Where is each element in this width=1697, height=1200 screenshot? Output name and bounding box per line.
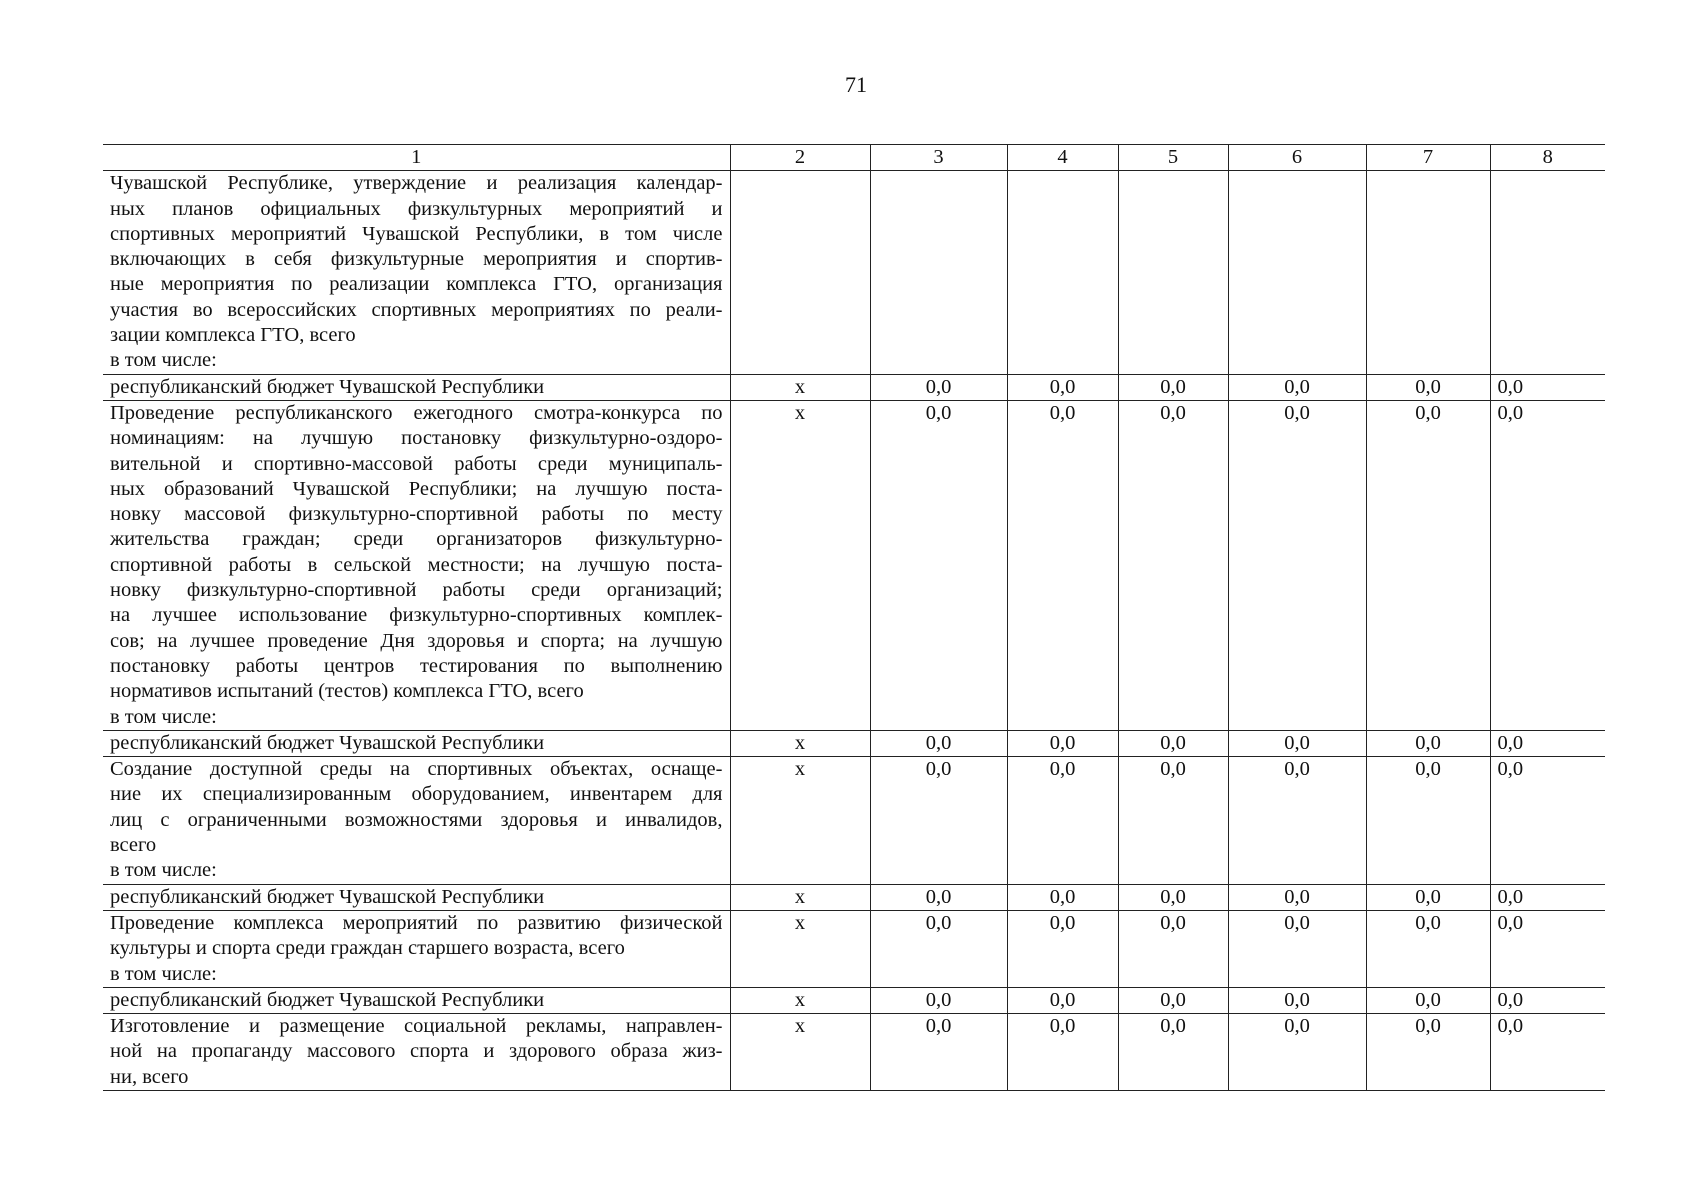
description-line: ни, всего [110, 1065, 189, 1088]
value-cell-col-8: 0,0 [1490, 374, 1605, 400]
description-line: Изготовление и размещение социальной рекламы, направлен- [110, 1015, 723, 1038]
value-cell-col-6: 0,0 [1228, 884, 1366, 910]
activity-row [103, 1014, 1605, 1091]
value-cell-col-3: 0,0 [870, 987, 1007, 1013]
column-2-cell: х [730, 757, 870, 884]
value-cell-col-5: 0,0 [1118, 987, 1228, 1013]
value-cell-col-4: 0,0 [1007, 757, 1118, 884]
description-line: в том числе: [110, 705, 217, 728]
description-line: постановку работы центров тестирования по выполнению [110, 654, 723, 677]
description-line: сов; на лучшее проведение Дня здоровья и спорта; на лучшую [110, 629, 723, 652]
value-cell-col-3: 0,0 [870, 1014, 1007, 1091]
description-line: спортивных мероприятий Чувашской Республики, в том числе [110, 222, 723, 245]
description-line: республиканский бюджет Чувашской Республики [110, 988, 545, 1011]
value-cell-col-5: 0,0 [1118, 884, 1228, 910]
value-cell-col-7: 0,0 [1366, 884, 1490, 910]
table-body [103, 171, 1605, 1091]
column-header-4: 4 [1007, 145, 1118, 171]
description-line: номинациям: на лучшую постановку физкультурно-оздоро- [110, 427, 723, 450]
column-2-cell: х [730, 884, 870, 910]
description-line: вительной и спортивно-массовой работы среди муниципаль- [110, 452, 723, 475]
description-line: в том числе: [110, 962, 217, 985]
value-cell-col-7: 0,0 [1366, 400, 1490, 730]
value-cell-col-7 [1366, 171, 1490, 374]
value-cell-col-5: 0,0 [1118, 730, 1228, 756]
value-cell-col-5: 0,0 [1118, 1014, 1228, 1091]
header-row [103, 145, 1605, 171]
description-line: Проведение республиканского ежегодного смотра-конкурса по [110, 401, 723, 424]
value-cell-col-6: 0,0 [1228, 910, 1366, 987]
value-cell-col-4: 0,0 [1007, 884, 1118, 910]
description-line: всего [110, 834, 157, 857]
value-cell-col-4: 0,0 [1007, 374, 1118, 400]
value-cell-col-3: 0,0 [870, 730, 1007, 756]
description-line: ных образований Чувашской Республики; на лучшую поста- [110, 477, 723, 500]
column-2-cell: х [730, 400, 870, 730]
description-line: новку массовой физкультурно-спортивной работы по месту [110, 503, 723, 526]
value-cell-col-7: 0,0 [1366, 757, 1490, 884]
column-header-5: 5 [1118, 145, 1228, 171]
column-header-1: 1 [103, 145, 730, 171]
activity-row [103, 757, 1605, 884]
column-2-cell: х [730, 730, 870, 756]
description-line: в том числе: [110, 349, 217, 372]
value-cell-col-7: 0,0 [1366, 987, 1490, 1013]
value-cell-col-3: 0,0 [870, 374, 1007, 400]
value-cell-col-4: 0,0 [1007, 910, 1118, 987]
value-cell-col-6: 0,0 [1228, 374, 1366, 400]
budget-source-row [103, 374, 1605, 400]
value-cell-col-8: 0,0 [1490, 910, 1605, 987]
value-cell-col-8 [1490, 171, 1605, 374]
description-line: нормативов испытаний (тестов) комплекса ГТО, всего [110, 680, 584, 703]
value-cell-col-3: 0,0 [870, 884, 1007, 910]
value-cell-col-6: 0,0 [1228, 987, 1366, 1013]
column-2-cell [730, 171, 870, 374]
value-cell-col-3: 0,0 [870, 400, 1007, 730]
description-line: Создание доступной среды на спортивных объектах, оснаще- [110, 758, 723, 781]
budget-source-row [103, 987, 1605, 1013]
page-number: 71 [845, 72, 867, 97]
value-cell-col-7: 0,0 [1366, 1014, 1490, 1091]
value-cell-col-4: 0,0 [1007, 987, 1118, 1013]
description-line: Проведение комплекса мероприятий по развитию физической [110, 911, 723, 934]
value-cell-col-6 [1228, 171, 1366, 374]
value-cell-col-5: 0,0 [1118, 400, 1228, 730]
budget-source-label [103, 987, 730, 1013]
description-line: ние их специализированным оборудованием, инвентарем для [110, 783, 723, 806]
value-cell-col-4: 0,0 [1007, 1014, 1118, 1091]
value-cell-col-5 [1118, 171, 1228, 374]
value-cell-col-4: 0,0 [1007, 730, 1118, 756]
budget-source-label [103, 730, 730, 756]
description-line: республиканский бюджет Чувашской Республики [110, 375, 545, 398]
budget-source-row [103, 730, 1605, 756]
value-cell-col-8: 0,0 [1490, 884, 1605, 910]
value-cell-col-8: 0,0 [1490, 400, 1605, 730]
value-cell-col-7: 0,0 [1366, 910, 1490, 987]
description-line: Чувашской Республике, утверждение и реализация календар- [110, 172, 723, 195]
activity-description [103, 1014, 730, 1091]
activity-description [103, 910, 730, 987]
column-header-3: 3 [870, 145, 1007, 171]
description-line: республиканский бюджет Чувашской Республики [110, 731, 545, 754]
value-cell-col-6: 0,0 [1228, 400, 1366, 730]
value-cell-col-6: 0,0 [1228, 730, 1366, 756]
activity-description [103, 757, 730, 884]
activity-row [103, 400, 1605, 730]
column-2-cell: х [730, 987, 870, 1013]
budget-source-label [103, 884, 730, 910]
table-header [103, 145, 1605, 171]
description-line: в том числе: [110, 859, 217, 882]
value-cell-col-8: 0,0 [1490, 987, 1605, 1013]
column-header-7: 7 [1366, 145, 1490, 171]
activity-description [103, 400, 730, 730]
budget-table [103, 144, 1605, 1091]
activity-row [103, 171, 1605, 374]
value-cell-col-3: 0,0 [870, 910, 1007, 987]
value-cell-col-4 [1007, 171, 1118, 374]
description-line: на лучшее использование физкультурно-спортивных комплек- [110, 604, 723, 627]
column-2-cell: х [730, 910, 870, 987]
description-line: ных планов официальных физкультурных мероприятий и [110, 197, 723, 220]
description-line: культуры и спорта среди граждан старшего возраста, всего [110, 937, 625, 960]
value-cell-col-7: 0,0 [1366, 730, 1490, 756]
budget-source-row [103, 884, 1605, 910]
description-line: ные мероприятия по реализации комплекса ГТО, организация [110, 273, 723, 296]
description-line: участия во всероссийских спортивных мероприятиях по реали- [110, 298, 723, 321]
description-line: спортивной работы в сельской местности; на лучшую поста- [110, 553, 723, 576]
description-line: зации комплекса ГТО, всего [110, 324, 356, 347]
budget-source-label [103, 374, 730, 400]
value-cell-col-5: 0,0 [1118, 910, 1228, 987]
column-2-cell: х [730, 1014, 870, 1091]
value-cell-col-7: 0,0 [1366, 374, 1490, 400]
description-line: республиканский бюджет Чувашской Республики [110, 885, 545, 908]
value-cell-col-5: 0,0 [1118, 757, 1228, 884]
description-line: лиц с ограниченными возможностями здоровья и инвалидов, [110, 808, 723, 831]
value-cell-col-8: 0,0 [1490, 1014, 1605, 1091]
column-header-8: 8 [1490, 145, 1605, 171]
description-line: новку физкультурно-спортивной работы среди организаций; [110, 579, 723, 602]
activity-row [103, 910, 1605, 987]
value-cell-col-4: 0,0 [1007, 400, 1118, 730]
value-cell-col-6: 0,0 [1228, 757, 1366, 884]
column-2-cell: х [730, 374, 870, 400]
column-header-6: 6 [1228, 145, 1366, 171]
description-line: ной на пропаганду массового спорта и здорового образа жиз- [110, 1040, 723, 1063]
value-cell-col-8: 0,0 [1490, 757, 1605, 884]
value-cell-col-3: 0,0 [870, 757, 1007, 884]
value-cell-col-5: 0,0 [1118, 374, 1228, 400]
value-cell-col-3 [870, 171, 1007, 374]
description-line: включающих в себя физкультурные мероприятия и спортив- [110, 248, 723, 271]
value-cell-col-6: 0,0 [1228, 1014, 1366, 1091]
column-header-2: 2 [730, 145, 870, 171]
activity-description [103, 171, 730, 374]
value-cell-col-8: 0,0 [1490, 730, 1605, 756]
description-line: жительства граждан; среди организаторов физкультурно- [110, 528, 723, 551]
